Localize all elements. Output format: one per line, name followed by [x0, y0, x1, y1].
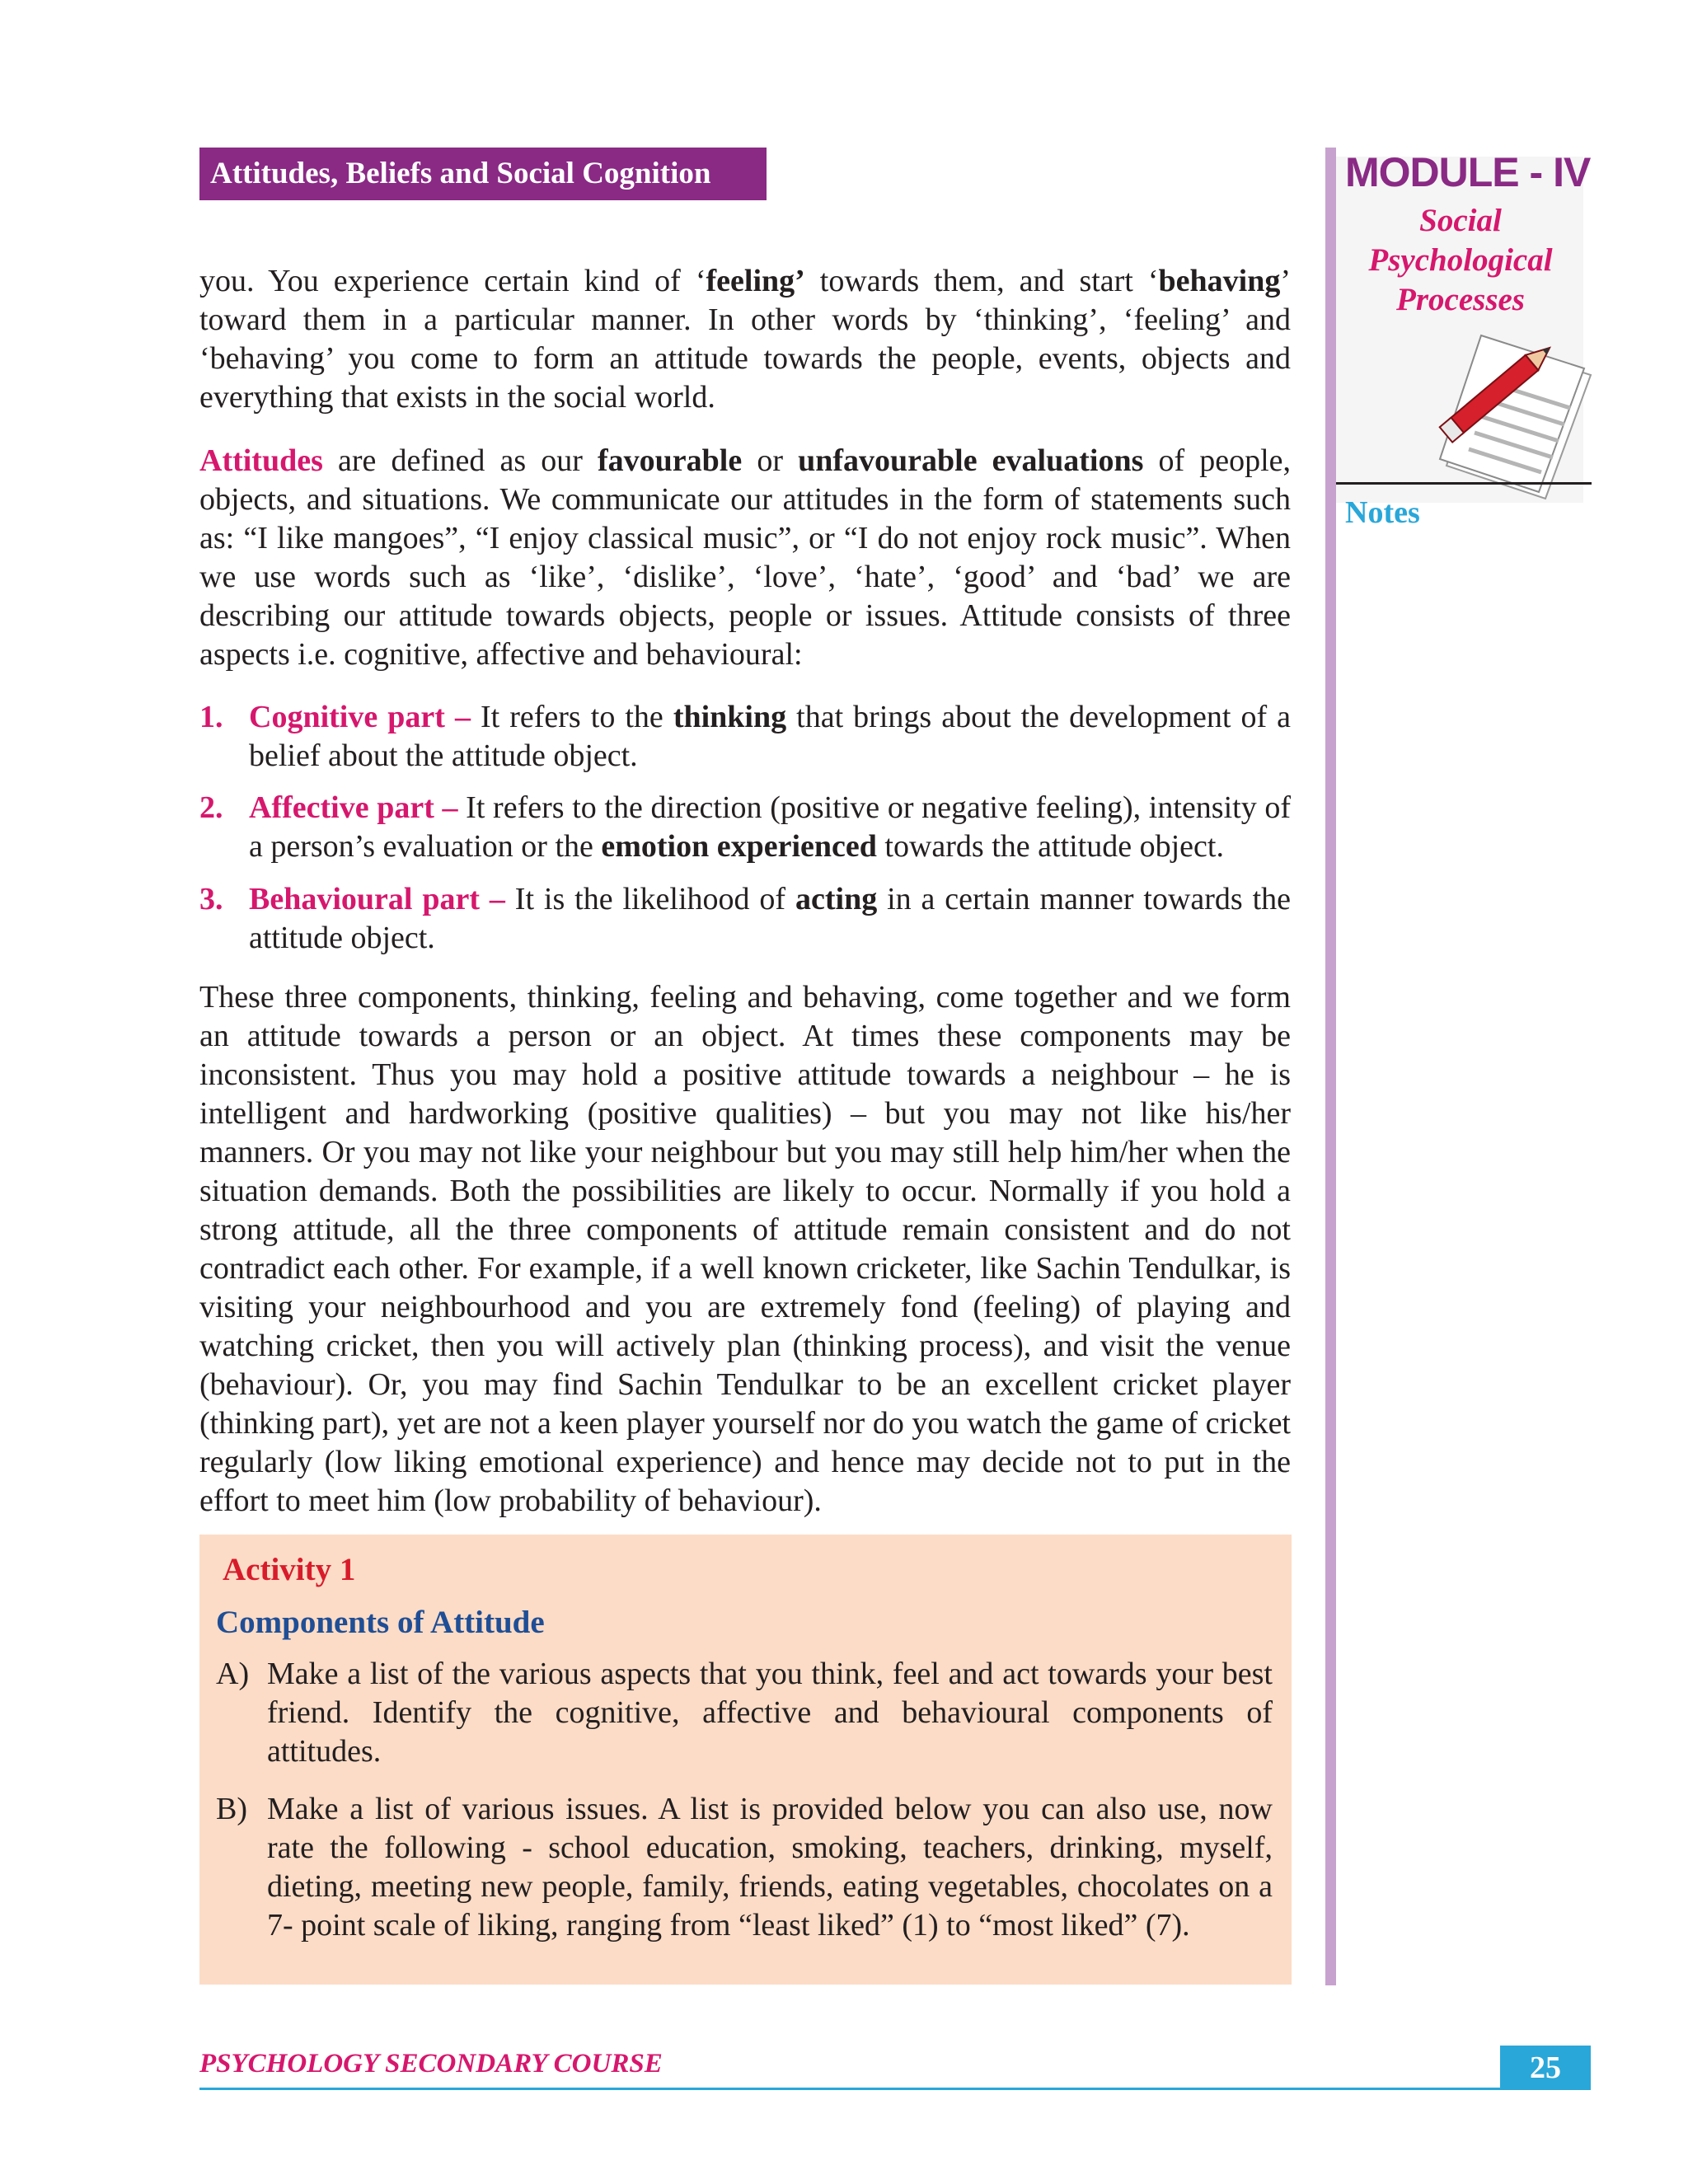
- list-body: [249, 880, 1291, 958]
- paragraph-components: These three components, thinking, feeling and behaving, come together and we form an attitude towards a person or an object. At times these components may be inconsistent. Thus you may hold a positive attitude towards a neighbour – he is intelligent and hardworking (positive qualities) – but you may not like his/her manners. Or you may not like your neighbour but you may still help him/her when the situation demands. Both the possibilities are likely to occur. Normally if you hold a strong attitude, all the three components of attitude remain consistent and do not contradict each other. For example, if a well known cricketer, like Sachin Tendulkar, is visiting your neighbourhood and you are extremely fond (feeling) of playing and watching cricket, then you will actively plan (thinking process), and visit the venue (behaviour). Or, you may find Sachin Tendulkar to be an excellent cricket player (thinking part), yet are not a keen player yourself nor do you watch the game of cricket regularly (low liking emotional experience) and hence may decide not to put in the effort to meet him (low probability of behaviour).: [199, 980, 1291, 1518]
- key-term-attitudes: Attitudes: [199, 443, 323, 478]
- text-run: towards them, and start ‘: [804, 264, 1159, 298]
- bold-term: feeling’: [706, 264, 805, 298]
- list-number: 3.: [199, 882, 223, 916]
- text-run: of people, objects, and situations. We communicate our attitudes in the form of statements such as: “I like mangoes”, “I enjoy classical music”, or “I do not enjoy rock music”. When we use words such as ‘like’, ‘dislike’, ‘love’, ‘hate’, ‘good’ and ‘bad’ we are describing our attitude towards objects, people or issues. Attitude consists of three aspects i.e. cognitive, affective and behavioural:: [199, 443, 1292, 672]
- footer-course-title: PSYCHOLOGY SECONDARY COURSE: [199, 2049, 663, 2079]
- list-term: Affective part –: [249, 790, 458, 825]
- module-subtitle-line: Social: [1419, 203, 1502, 238]
- paragraph-definition: [199, 442, 1291, 674]
- footer-rule: [199, 2088, 1500, 2090]
- activity-item-label: A): [216, 1657, 250, 1691]
- text-run: you. You experience certain kind of ‘: [199, 264, 706, 298]
- text-run: that brings about the development of a belief about the attitude object.: [249, 700, 1291, 773]
- list-number: 1.: [199, 700, 223, 734]
- list-body: [249, 789, 1291, 866]
- text-run: towards the attitude object.: [876, 829, 1224, 864]
- bold-term: behaving: [1158, 264, 1281, 298]
- text-run: It is the likelihood of: [504, 882, 795, 916]
- notes-rule: [1336, 482, 1592, 485]
- text-run: It refers to the: [470, 700, 673, 734]
- text-run: in a certain manner towards the attitude object.: [249, 882, 1292, 955]
- text-run: are defined as our: [322, 443, 598, 478]
- text-run: or: [742, 443, 799, 478]
- activity-item: [216, 1790, 1273, 1945]
- module-subtitle-line: Psychological: [1368, 242, 1553, 278]
- activity-item-label: B): [216, 1792, 247, 1826]
- list-term: Cognitive part –: [249, 700, 471, 734]
- activity-item-text: Make a list of the various aspects that you think, feel and act towards your best friend. Identify the cognitive, affective and behavioural components of attitudes.: [267, 1657, 1273, 1769]
- bold-term: acting: [795, 882, 878, 916]
- list-body: [249, 698, 1291, 776]
- list-item: [199, 880, 1291, 958]
- chapter-title-banner: Attitudes, Beliefs and Social Cognition: [199, 148, 767, 200]
- list-item: [199, 789, 1291, 866]
- notes-pencil-icon: [1430, 326, 1595, 503]
- sidebar-divider: [1325, 148, 1336, 1985]
- bold-term: emotion experienced: [601, 829, 877, 864]
- bold-term: thinking: [673, 700, 787, 734]
- activity-title: Activity 1: [223, 1552, 356, 1587]
- bold-term: favourable: [598, 443, 743, 478]
- module-subtitle-line: Processes: [1396, 282, 1525, 317]
- notes-label: Notes: [1345, 495, 1420, 530]
- paragraph-intro: [199, 262, 1291, 417]
- bold-term: unfavourable evaluations: [798, 443, 1144, 478]
- list-number: 2.: [199, 790, 223, 825]
- activity-item-text: Make a list of various issues. A list is provided below you can also use, now rate the following - school education, smoking, teachers, drinking, myself, dieting, meeting new people, family, friends, eating vegetables, chocolates on a 7- point scale of liking, ranging from “least liked” (1) to “most liked” (7).: [267, 1792, 1273, 1943]
- module-label: MODULE - IV: [1345, 149, 1591, 195]
- module-subtitle: [1337, 201, 1584, 320]
- activity-item: [216, 1655, 1273, 1771]
- text-run: ’ toward them in a particular manner. In other words by ‘thinking’, ‘feeling’ and ‘behaving’ you come to form an attitude towards the people, events, objects and everything that exists in the social world.: [199, 264, 1292, 415]
- list-item: [199, 698, 1291, 776]
- list-term: Behavioural part –: [249, 882, 505, 916]
- activity-subtitle: Components of Attitude: [216, 1605, 545, 1640]
- page-number: 25: [1500, 2046, 1591, 2090]
- text-run: It refers to the direction (positive or negative feeling), intensity of a person’s evaluation or the: [249, 790, 1292, 864]
